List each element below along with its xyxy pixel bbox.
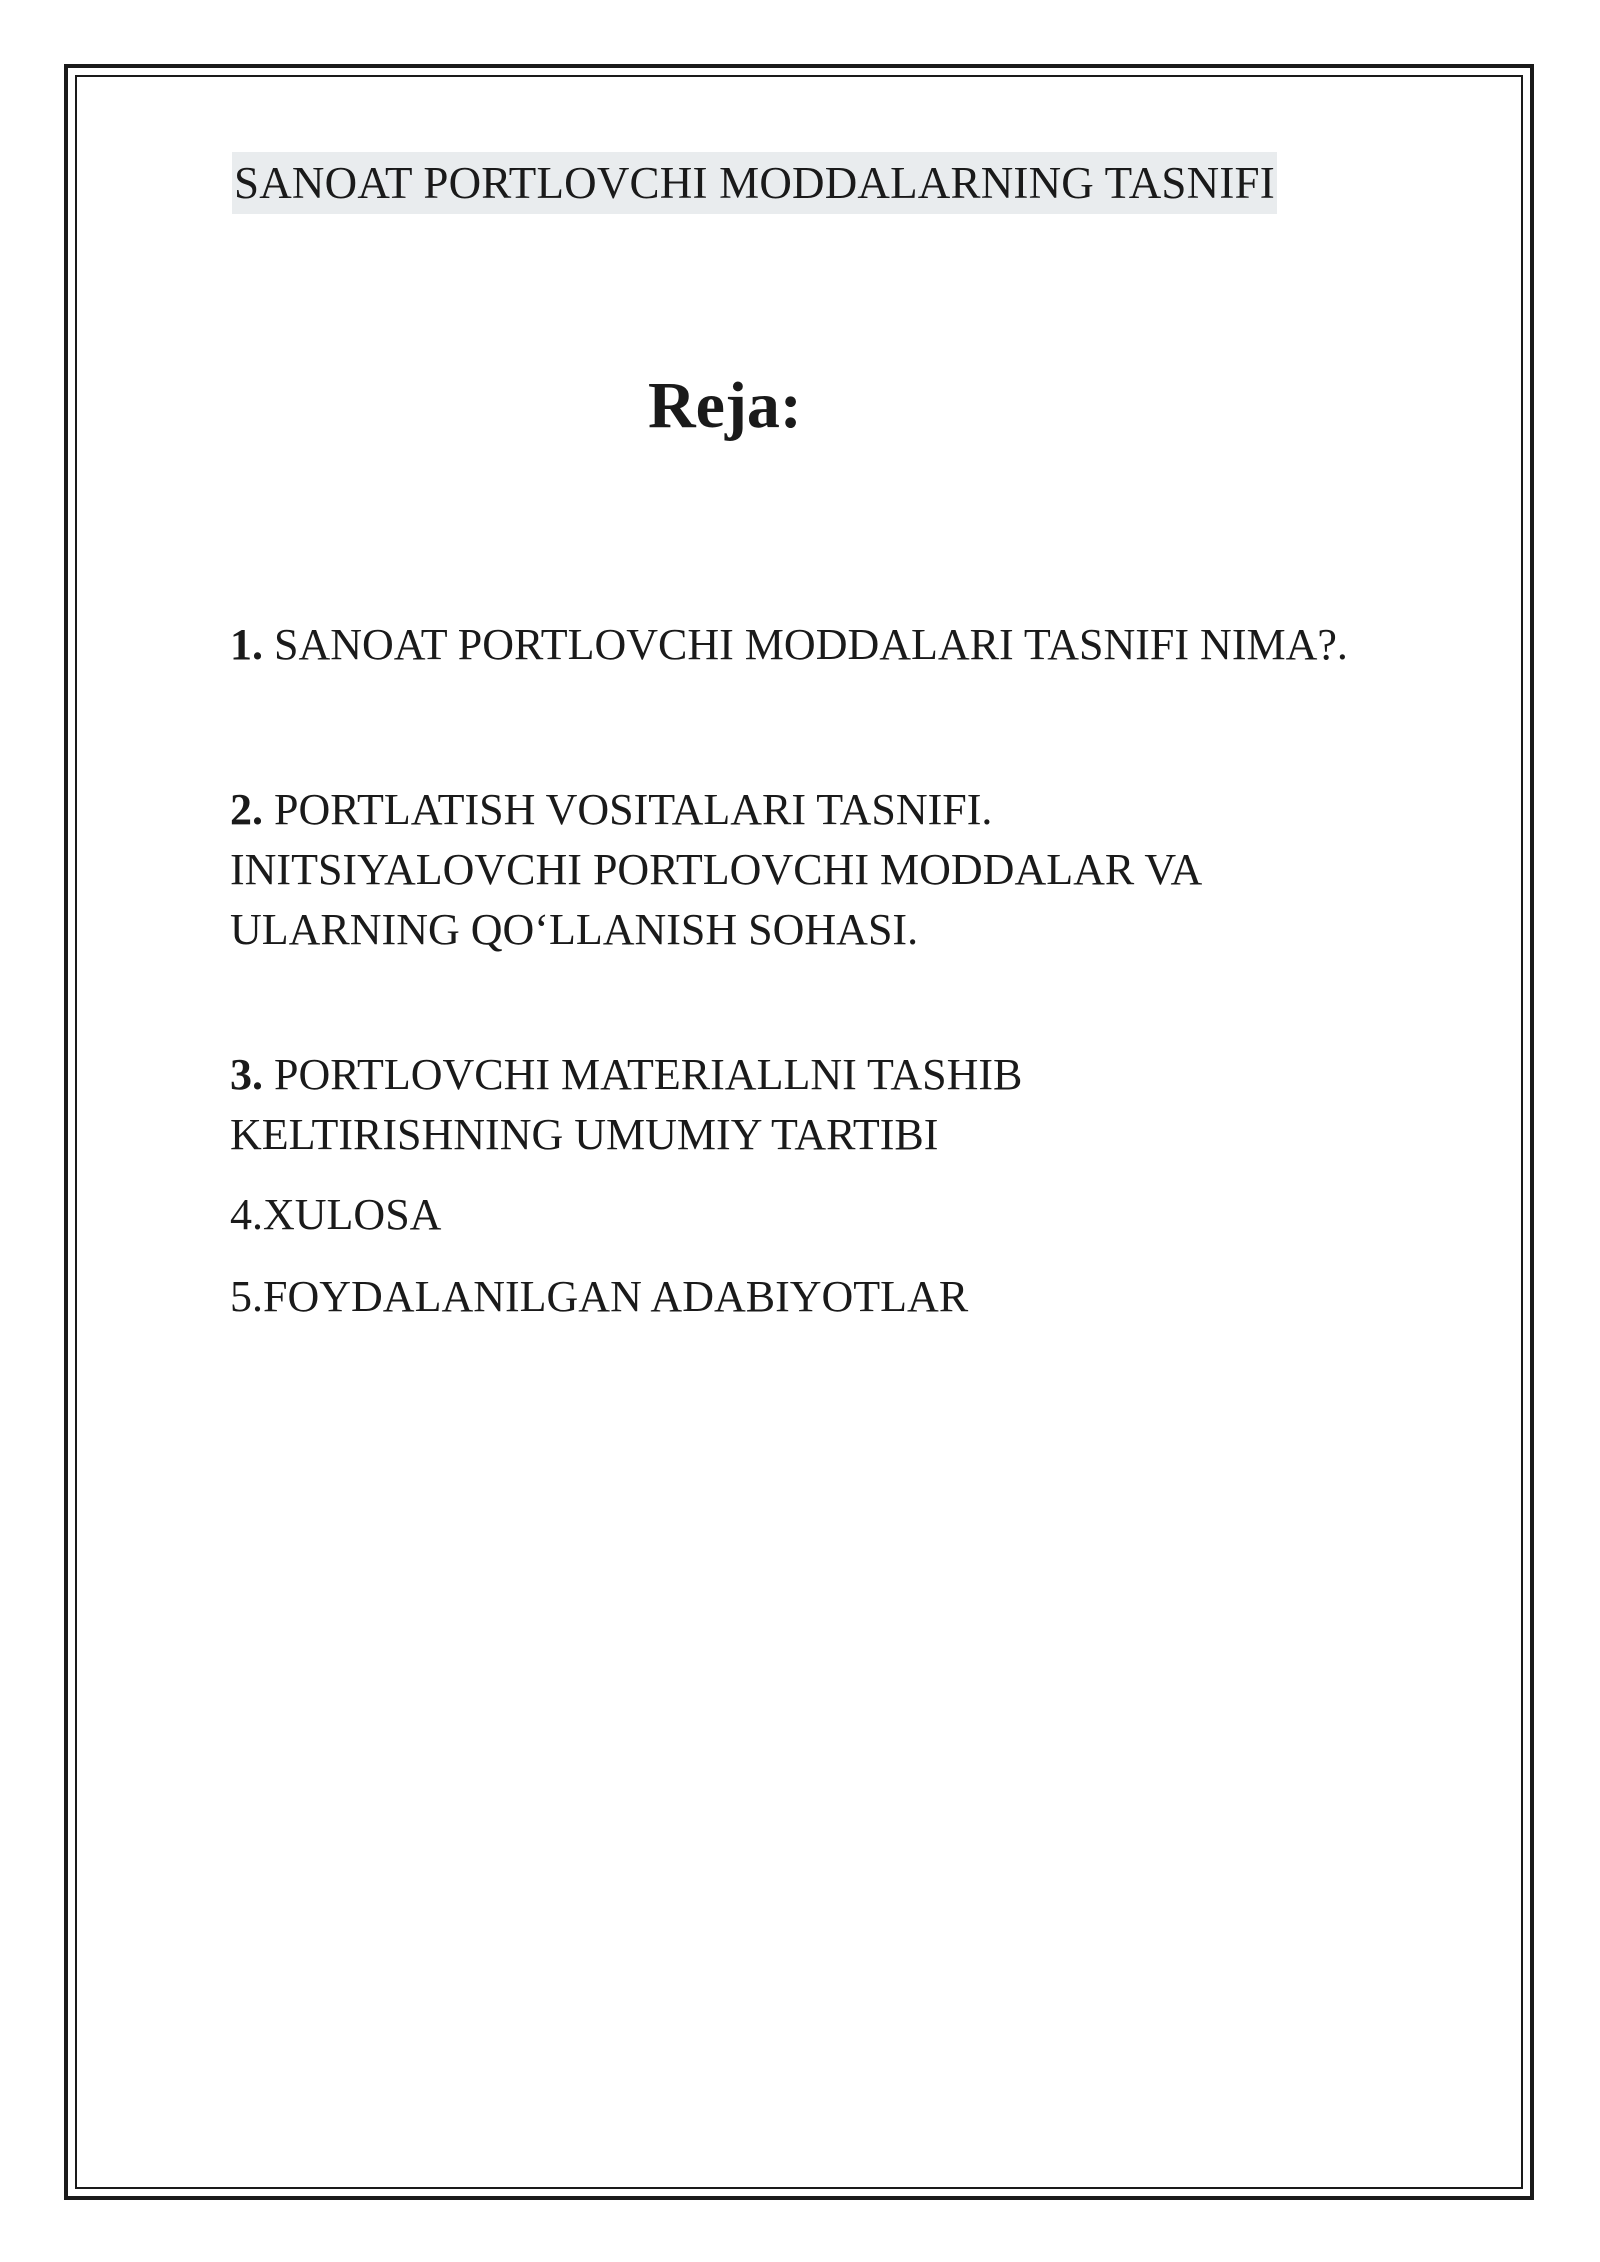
plan-item-text: XULOSA bbox=[263, 1190, 442, 1239]
plan-item-line bbox=[230, 615, 1510, 675]
plan-item-text: KELTIRISHNING UMUMIY TARTIBI bbox=[230, 1110, 939, 1159]
plan-item-number: 1. bbox=[230, 620, 263, 669]
plan-item-line bbox=[230, 780, 1510, 840]
plan-heading: Reja: bbox=[648, 369, 802, 442]
plan-item-text: FOYDALANILGAN ADABIYOTLAR bbox=[263, 1272, 969, 1321]
plan-item-text: PORTLATISH VOSITALARI TASNIFI. bbox=[274, 785, 993, 834]
document-title: SANOAT PORTLOVCHI MODDALARNING TASNIFI bbox=[232, 152, 1277, 214]
plan-item-line bbox=[230, 1185, 1510, 1245]
plan-item-line bbox=[230, 1267, 1510, 1327]
plan-item-number: 2. bbox=[230, 785, 263, 834]
plan-item-line bbox=[230, 1045, 1510, 1105]
plan-item-text: INITSIYALOVCHI PORTLOVCHI MODDALAR VA bbox=[230, 845, 1203, 894]
plan-item-text: PORTLOVCHI MATERIALLNI TASHIB bbox=[274, 1050, 1023, 1099]
plan-item-4 bbox=[230, 1185, 1510, 1245]
plan-item-number: 3. bbox=[230, 1050, 263, 1099]
plan-item-2 bbox=[230, 780, 1510, 960]
plan-item-text: ULARNING QO‘LLANISH SOHASI. bbox=[230, 905, 919, 954]
plan-item-number: 5. bbox=[230, 1272, 263, 1321]
plan-item-text: SANOAT PORTLOVCHI MODDALARI TASNIFI NIMA?. bbox=[274, 620, 1348, 669]
plan-item-3 bbox=[230, 1045, 1510, 1165]
plan-item-number: 4. bbox=[230, 1190, 263, 1239]
plan-item-1 bbox=[230, 615, 1510, 675]
plan-item-5 bbox=[230, 1267, 1510, 1327]
